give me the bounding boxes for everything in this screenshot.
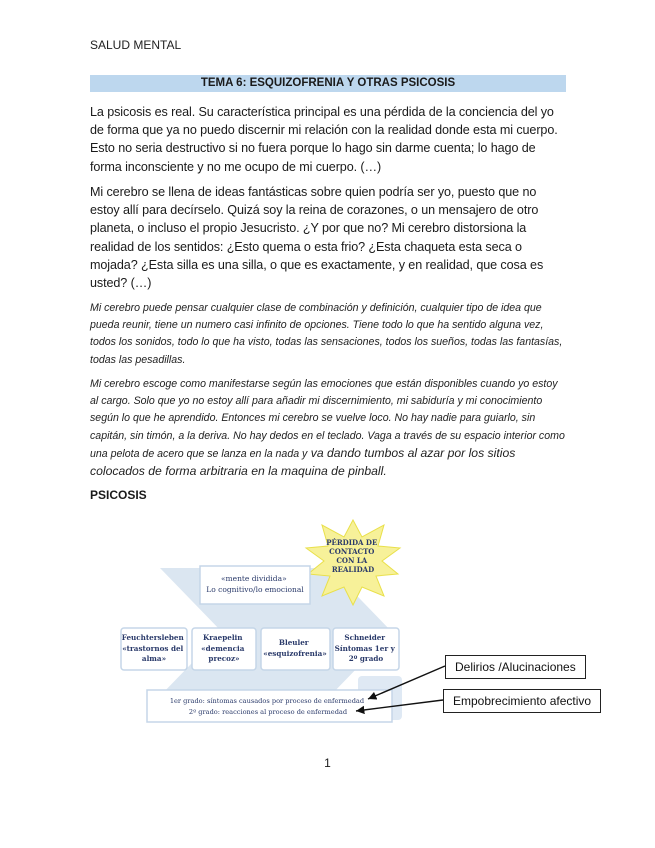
burst-line-1: PÉRDIDA DE (326, 538, 378, 547)
author-name: Schneider (344, 633, 386, 642)
quote-paragraph-2-start: Mi cerebro escoge como manifestarse según las emociones que están disponibles cuando yo estoy al cargo. Solo que yo no estoy allí para añadir mi discernimiento, mi sabiduría y mi conocimiento según lo que he aprendido. Entonces mi cerebro se vuelve loco. No hay nadie para guiarlo, sin capitán, sin timón, a la deriva. No hay dedos en el teclado. Vaga a través de su espacio interior como una pelota de acero que se lanza en la nada y (90, 378, 565, 460)
author-box-feuchtersleben (121, 628, 187, 670)
body-paragraph-1: La psicosis es real. Su característica principal es una pérdida de la conciencia del yo de forma que ya no puedo discernir mi relación con la realidad donde esta mi cuerpo. Esto no seria destructivo si no fuera porque lo hago sin darme cuenta; lo hago de forma inconsciente y no me ocupo de mi cuerpo. (…) (90, 105, 558, 174)
burst-line-3: CON LA (336, 556, 368, 565)
section-title: PSICOSIS (90, 488, 147, 502)
burst-line-4: REALIDAD (331, 565, 375, 574)
grades-line-2: 2º grado: reacciones al proceso de enfermedad (188, 708, 348, 716)
author-desc-line: «demencia (201, 644, 245, 653)
body-paragraph-2: Mi cerebro se llena de ideas fantásticas sobre quien podría ser yo, puesto que no estoy allí para decírselo. Quizá soy la reina de corazones, o un mensajero de otro planeta, o incluso el propio Jesucristo. ¿Y por que no? Mi cerebro distorsiona la realidad de los sentidos: ¿Esto quema o esta frio? ¿Esta chaqueta esta seca o mojada? ¿Esta silla es una silla, o que es exactamente, y en realidad, que cosa es usted? (…) (90, 185, 544, 291)
grades-box (147, 690, 392, 722)
quote-paragraph-2-end: va dando tumbos al azar por los sitios colocados de forma arbitraria en la maquina de pinball. (90, 445, 516, 479)
author-desc-line: 2º grado (348, 654, 384, 663)
author-desc-line: alma» (141, 654, 167, 663)
author-box-bleuler (261, 628, 330, 670)
author-name: Feuchtersleben (121, 633, 184, 642)
burst-line-2: CONTACTO (329, 547, 375, 556)
page-header: SALUD MENTAL (90, 38, 182, 52)
author-desc-line: Síntomas 1er y (334, 644, 395, 653)
author-desc-line: «trastornos del (122, 644, 184, 653)
author-name: Kraepelin (202, 633, 243, 642)
callout-empobrecimiento-afectivo: Empobrecimiento afectivo (443, 689, 601, 713)
topic-title: TEMA 6: ESQUIZOFRENIA Y OTRAS PSICOSIS (90, 75, 566, 92)
author-box-kraepelin (192, 628, 256, 670)
page-number: 1 (324, 756, 331, 770)
author-box-schneider (333, 628, 399, 670)
author-desc-line: precoz» (208, 654, 240, 663)
quote-paragraph-2 (90, 376, 568, 481)
author-name: Bleuler (278, 638, 309, 647)
mente-box-line-2: Lo cognitivo/lo emocional (206, 585, 304, 594)
quote-paragraph-1: Mi cerebro puede pensar cualquier clase de combinación y definición, cualquier tipo de idea que pueda reunir, tiene un numero casi infinito de opciones. Tiene todo lo que ha sentido alguna vez, todos los sonidos, todo lo que ha visto, todas las sensaciones, todos los sueños, todas las fantasías, todas las pesadillas. (90, 302, 563, 366)
grades-line-1: 1er grado: síntomas causados por proceso de enfermedad (169, 697, 365, 705)
author-desc-line: «esquizofrenia» (263, 649, 327, 658)
mente-box-line-1: «mente dividida» (220, 574, 287, 583)
callout-delirios-alucinaciones: Delirios /Alucinaciones (445, 655, 586, 679)
